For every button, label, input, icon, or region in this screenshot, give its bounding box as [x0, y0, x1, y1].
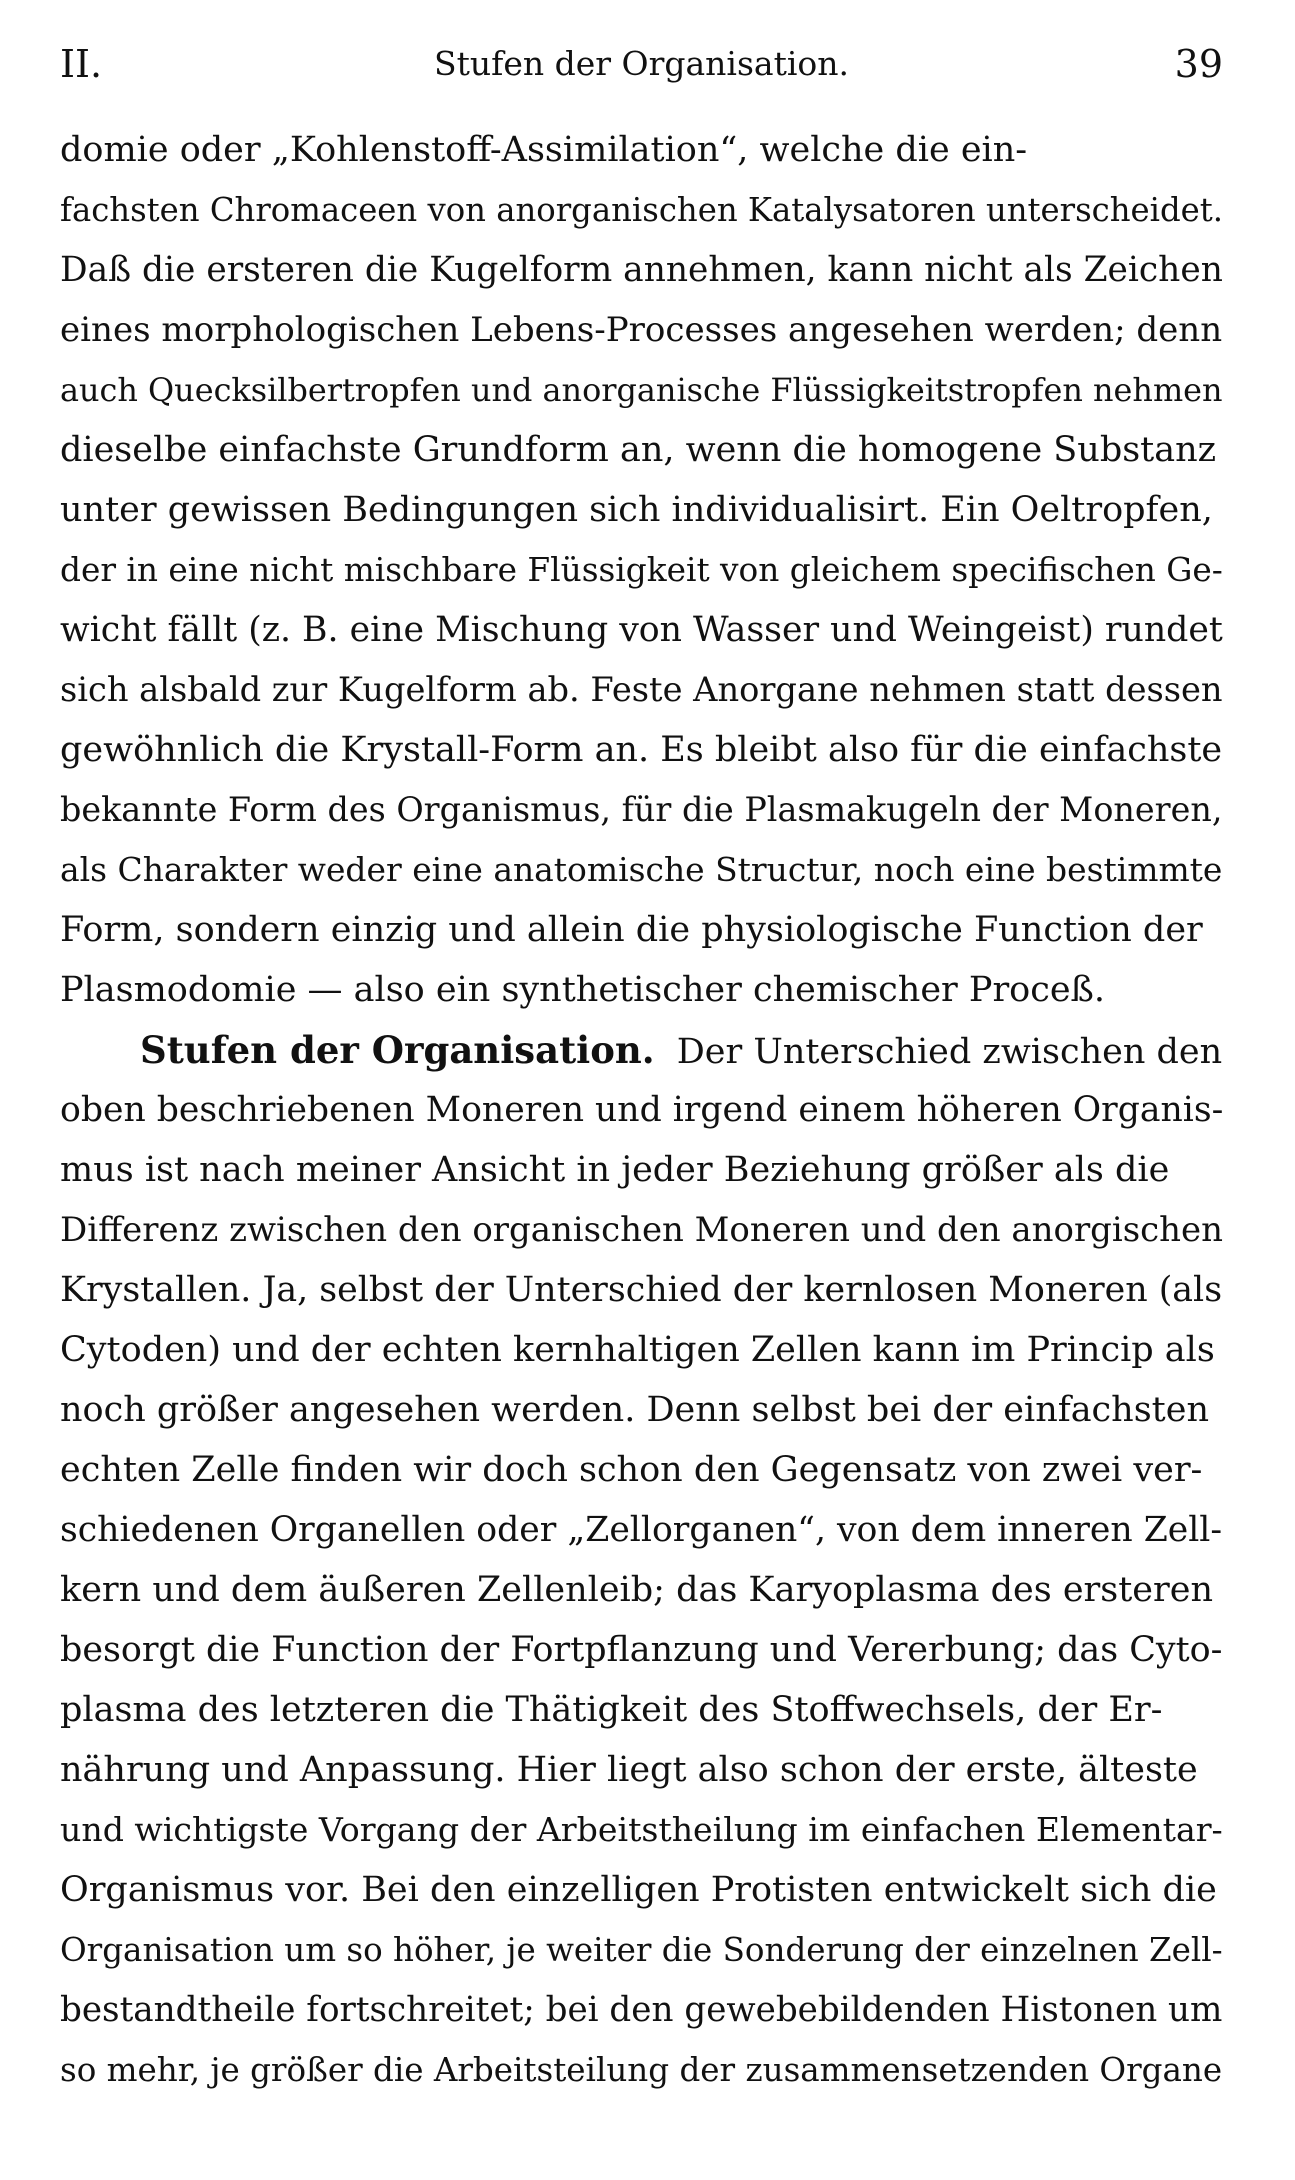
text-line: bestandtheile fortschreitet; bei den gewebebildenden Histonen um: [60, 1990, 1223, 2030]
text-line: echten Zelle finden wir doch schon den Gegensatz von zwei ver-: [60, 1450, 1203, 1490]
text-line: so mehr, je größer die Arbeitsteilung der zusammensetzenden Organe: [60, 2051, 1223, 2089]
text-line: kern und dem äußeren Zellenleib; das Karyoplasma des ersteren: [60, 1570, 1214, 1610]
text-line: als Charakter weder eine anatomische Structur, noch eine bestimmte: [60, 850, 1223, 889]
section-first-line-text: Der Unterschied zwischen den: [676, 1032, 1223, 1072]
text-line: domie oder „Kohlenstoff-Assimilation“, welche die ein-: [60, 130, 1028, 170]
page-header: [60, 34, 1223, 94]
text-line: Form, sondern einzig und allein die physiologische Function der: [60, 910, 1203, 950]
text-line: mus ist nach meiner Ansicht in jeder Beziehung größer als die: [60, 1150, 1170, 1190]
text-line: dieselbe einfachste Grundform an, wenn die homogene Substanz: [60, 430, 1217, 470]
text-line: Differenz zwischen den organischen Moneren und den anorgischen: [60, 1210, 1223, 1250]
text-line: fachsten Chromaceen von anorganischen Katalysatoren unterscheidet.: [60, 191, 1224, 229]
text-line: wicht fällt (z. B. eine Mischung von Wasser und Weingeist) rundet: [60, 610, 1223, 650]
text-line: Krystallen. Ja, selbst der Unterschied der kernlosen Moneren (als: [60, 1270, 1223, 1310]
text-line: plasma des letzteren die Thätigkeit des Stoffwechsels, der Er-: [60, 1690, 1163, 1730]
text-line: nährung und Anpassung. Hier liegt also schon der erste, älteste: [60, 1750, 1198, 1790]
text-line: Cytoden) und der echten kernhaltigen Zellen kann im Princip als: [60, 1330, 1215, 1370]
text-line: besorgt die Function der Fortpflanzung und Vererbung; das Cyto-: [60, 1630, 1223, 1670]
text-line: noch größer angesehen werden. Denn selbst bei der einfachsten: [60, 1390, 1209, 1430]
text-line: sich alsbald zur Kugelform ab. Feste Anorgane nehmen statt dessen: [60, 670, 1223, 709]
page-number: 39: [1174, 42, 1223, 86]
text-line: schiedenen Organellen oder „Zellorganen“, von dem inneren Zell-: [60, 1510, 1223, 1550]
text-line: auch Quecksilbertropfen und anorganische Flüssigkeitstropfen nehmen: [60, 371, 1223, 409]
text-line: unter gewissen Bedingungen sich individualisirt. Ein Oeltropfen,: [60, 490, 1213, 530]
text-line: Daß die ersteren die Kugelform annehmen, kann nicht als Zeichen: [60, 250, 1223, 290]
text-line: gewöhnlich die Krystall-Form an. Es bleibt also für die einfachste: [60, 730, 1223, 770]
text-line: der in eine nicht mischbare Flüssigkeit von gleichem specifischen Ge-: [60, 551, 1223, 589]
text-line: Organisation um so höher, je weiter die Sonderung der einzelnen Zell-: [60, 1931, 1223, 1969]
text-line: und wichtigste Vorgang der Arbeitstheilung im einfachen Elementar-: [60, 1810, 1223, 1849]
text-line: bekannte Form des Organismus, für die Plasmakugeln der Moneren,: [60, 790, 1223, 829]
text-line: Plasmodomie — also ein synthetischer chemischer Proceß.: [60, 970, 1106, 1010]
text-line: eines morphologischen Lebens-Processes angesehen werden; denn: [60, 310, 1223, 350]
text-line: Organismus vor. Bei den einzelligen Protisten entwickelt sich die: [60, 1870, 1217, 1910]
text-line: oben beschriebenen Moneren und irgend einem höheren Organis-: [60, 1090, 1224, 1130]
section-first-line: [140, 1020, 1223, 1080]
chapter-number: II.: [60, 42, 103, 86]
running-title: Stufen der Organisation.: [434, 44, 849, 83]
section-heading: Stufen der Organisation.: [140, 1028, 655, 1072]
